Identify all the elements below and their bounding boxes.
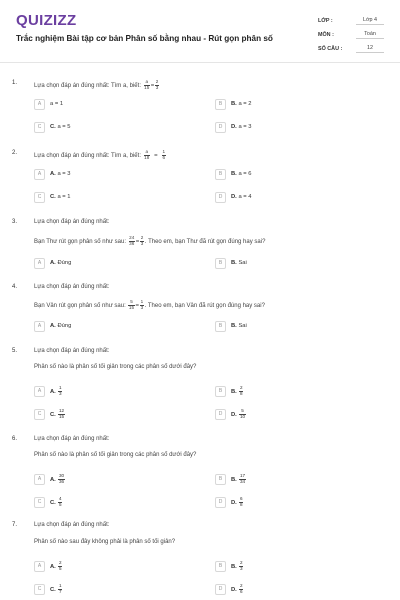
option-label: D. bbox=[231, 586, 237, 593]
option-a[interactable] bbox=[34, 168, 71, 180]
question-body: Bạn Vân rút gọn phân số như sau: $\frac{5}{15}$ = $\frac{1}{3}$ . Theo em, bạn Vân đã rút gọn đúng hay sai? bbox=[34, 299, 265, 310]
option-letter: B bbox=[215, 561, 226, 572]
option-value: a = 1 bbox=[50, 101, 64, 107]
denominator: 18 bbox=[144, 154, 150, 160]
fraction bbox=[58, 386, 62, 397]
option-value: a = 4 bbox=[238, 194, 252, 200]
option-value: a = 6 bbox=[238, 171, 252, 177]
fraction bbox=[144, 80, 150, 91]
question-prompt: Lựa chọn đáp án đúng nhất: bbox=[34, 522, 110, 528]
denominator: 8 bbox=[239, 390, 243, 396]
option-letter: B bbox=[215, 169, 226, 180]
option-letter: C bbox=[34, 192, 45, 203]
option-letter: B bbox=[215, 474, 226, 485]
option-text bbox=[50, 260, 71, 266]
option-text bbox=[50, 561, 63, 572]
option-letter: A bbox=[34, 321, 45, 332]
option-label: A. bbox=[50, 171, 56, 177]
option-text bbox=[231, 171, 252, 177]
question-prompt: Lựa chọn đáp án đúng nhất: Tìm a, biết: $\frac{a}{15}$ = $\frac{2}{3}$ bbox=[34, 79, 159, 90]
question-prompt: Lựa chọn đáp án đúng nhất: bbox=[34, 284, 110, 290]
option-c[interactable] bbox=[34, 191, 71, 203]
option-text bbox=[50, 474, 66, 485]
option-a[interactable] bbox=[34, 320, 71, 332]
option-c[interactable] bbox=[34, 121, 71, 133]
option-d[interactable] bbox=[215, 583, 244, 595]
meta-key: MÔN : bbox=[318, 32, 334, 38]
option-value: Sai bbox=[238, 260, 247, 266]
numerator: 2 bbox=[239, 384, 243, 390]
body-text-pre: Bạn Thư rút gọn phân số như sau: bbox=[34, 238, 126, 245]
worksheet-header bbox=[16, 12, 384, 62]
option-label: A. bbox=[50, 563, 56, 570]
option-letter: B bbox=[215, 321, 226, 332]
option-b[interactable] bbox=[215, 320, 247, 332]
question-number: 7. bbox=[12, 522, 18, 528]
option-text bbox=[231, 323, 247, 329]
question-number: 6. bbox=[12, 436, 18, 442]
option-letter: C bbox=[34, 497, 45, 508]
numerator: a bbox=[145, 79, 148, 84]
option-label: D. bbox=[231, 411, 237, 418]
option-text bbox=[231, 584, 244, 595]
denominator: 15 bbox=[58, 413, 65, 419]
option-letter: D bbox=[215, 192, 226, 203]
fraction bbox=[239, 497, 243, 508]
option-text bbox=[231, 497, 244, 508]
question-body: Phân số nào là phân số tối giản trong các phân số dưới đây? bbox=[34, 452, 197, 458]
option-label: C. bbox=[50, 194, 56, 200]
question-body: Bạn Thư rút gọn phân số như sau: $\frac{24}{36}$ = $\frac{2}{3}$ . Theo em, bạn Thư đã rút gọn đúng hay sai? bbox=[34, 235, 266, 246]
meta-key: SỐ CÂU : bbox=[318, 46, 343, 52]
option-value: Đúng bbox=[57, 323, 72, 329]
question-number: 4. bbox=[12, 284, 18, 290]
numerator: 4 bbox=[58, 495, 62, 501]
body-text-post: . Theo em, bạn Vân đã rút gọn đúng hay sai? bbox=[144, 302, 265, 309]
option-label: B. bbox=[231, 260, 237, 266]
fraction bbox=[129, 236, 135, 247]
worksheet-title: Trắc nghiệm Bài tập cơ bản Phân số bằng nhau - Rút gọn phân số bbox=[16, 34, 273, 43]
numerator: 1 bbox=[140, 299, 144, 304]
numerator: a bbox=[145, 149, 148, 154]
option-b[interactable] bbox=[215, 98, 252, 110]
header-divider bbox=[0, 62, 400, 63]
denominator: 36 bbox=[129, 240, 135, 246]
option-letter: A bbox=[34, 474, 45, 485]
option-label: A. bbox=[50, 388, 56, 395]
option-text bbox=[50, 497, 63, 508]
denominator: 3 bbox=[155, 84, 159, 90]
option-value: a = 3 bbox=[238, 124, 252, 130]
option-text bbox=[231, 474, 247, 485]
numerator: 17 bbox=[239, 472, 246, 478]
numerator: 5 bbox=[241, 407, 244, 413]
fraction bbox=[58, 561, 62, 572]
fraction bbox=[239, 474, 245, 485]
option-b[interactable] bbox=[215, 385, 244, 397]
option-letter: D bbox=[215, 409, 226, 420]
fraction bbox=[58, 409, 64, 420]
meta-class bbox=[318, 14, 384, 28]
worksheet-meta bbox=[318, 14, 384, 56]
fraction bbox=[162, 150, 166, 161]
numerator: 2 bbox=[140, 235, 144, 240]
denominator: 10 bbox=[239, 413, 246, 419]
option-text bbox=[231, 260, 247, 266]
meta-value: Toán bbox=[356, 31, 384, 39]
question-prompt: Lựa chọn đáp án đúng nhất: bbox=[34, 219, 110, 225]
option-value: a = 2 bbox=[238, 101, 252, 107]
numerator: 1 bbox=[58, 384, 62, 390]
option-value: Sai bbox=[238, 323, 247, 329]
body-text-post: . Theo em, bạn Thư đã rút gọn đúng hay sai? bbox=[144, 238, 266, 245]
option-b[interactable] bbox=[215, 473, 247, 485]
option-a[interactable] bbox=[34, 385, 63, 397]
option-label: A. bbox=[50, 323, 56, 329]
prompt-text: Lựa chọn đáp án đúng nhất: Tìm a, biết: bbox=[34, 152, 141, 159]
numerator: 5 bbox=[130, 299, 133, 304]
denominator: 34 bbox=[239, 478, 246, 484]
option-label: D. bbox=[231, 124, 237, 130]
option-text bbox=[50, 124, 71, 130]
denominator: 5 bbox=[58, 501, 62, 507]
option-letter: B bbox=[215, 99, 226, 110]
option-value: Đúng bbox=[57, 260, 72, 266]
fraction bbox=[144, 150, 150, 161]
meta-value: 12 bbox=[356, 45, 384, 53]
numerator: 30 bbox=[58, 472, 65, 478]
option-text bbox=[231, 409, 247, 420]
fraction bbox=[239, 386, 243, 397]
denominator: 5 bbox=[58, 565, 62, 571]
option-letter: B bbox=[215, 258, 226, 269]
option-label: C. bbox=[50, 124, 56, 130]
option-label: B. bbox=[231, 101, 237, 107]
denominator: 3 bbox=[58, 390, 62, 396]
question-number: 1. bbox=[12, 80, 18, 86]
question-number: 3. bbox=[12, 219, 18, 225]
option-c[interactable] bbox=[34, 583, 63, 595]
option-letter: D bbox=[215, 122, 226, 133]
numerator: 2 bbox=[155, 79, 159, 84]
option-label: B. bbox=[231, 388, 237, 395]
option-c[interactable] bbox=[34, 408, 66, 420]
option-label: A. bbox=[50, 260, 56, 266]
option-a[interactable] bbox=[34, 257, 71, 269]
option-b[interactable] bbox=[215, 257, 247, 269]
option-letter: C bbox=[34, 122, 45, 133]
question-number: 2. bbox=[12, 150, 18, 156]
numerator: 24 bbox=[129, 235, 135, 240]
fraction bbox=[58, 584, 62, 595]
option-value: a = 5 bbox=[57, 124, 71, 130]
meta-value: Lớp 4 bbox=[356, 17, 384, 25]
option-value: a = 3 bbox=[57, 171, 71, 177]
denominator: 6 bbox=[239, 588, 243, 594]
option-letter: A bbox=[34, 169, 45, 180]
option-text bbox=[50, 101, 63, 107]
option-text bbox=[50, 323, 71, 329]
option-label: B. bbox=[231, 323, 237, 329]
option-letter: A bbox=[34, 561, 45, 572]
question-prompt: Lựa chọn đáp án đúng nhất: Tìm a, biết: $\frac{a}{18}$ = $\frac{1}{6}$ bbox=[34, 149, 166, 160]
option-a[interactable] bbox=[34, 473, 66, 485]
prompt-text: Lựa chọn đáp án đúng nhất: Tìm a, biết: bbox=[34, 82, 141, 89]
option-value: a = 1 bbox=[57, 194, 71, 200]
option-label: B. bbox=[231, 171, 237, 177]
option-letter: A bbox=[34, 386, 45, 397]
denominator: 6 bbox=[162, 154, 166, 160]
option-a[interactable] bbox=[34, 98, 63, 110]
option-a[interactable] bbox=[34, 560, 63, 572]
denominator: 7 bbox=[58, 588, 62, 594]
option-letter: D bbox=[215, 497, 226, 508]
fraction bbox=[58, 497, 62, 508]
option-text bbox=[50, 386, 63, 397]
meta-subject bbox=[318, 28, 384, 42]
option-text bbox=[50, 409, 66, 420]
option-letter: A bbox=[34, 99, 45, 110]
option-letter: C bbox=[34, 584, 45, 595]
fraction bbox=[140, 300, 144, 311]
denominator: 15 bbox=[128, 304, 135, 310]
fraction bbox=[239, 561, 243, 572]
option-text bbox=[231, 101, 252, 107]
option-label: C. bbox=[50, 499, 56, 506]
option-text bbox=[50, 584, 63, 595]
option-label: A. bbox=[50, 476, 56, 483]
option-letter: A bbox=[34, 258, 45, 269]
option-label: C. bbox=[50, 586, 56, 593]
option-letter: B bbox=[215, 386, 226, 397]
fraction bbox=[140, 236, 144, 247]
option-label: D. bbox=[231, 499, 237, 506]
fraction bbox=[58, 474, 64, 485]
option-b[interactable] bbox=[215, 560, 244, 572]
option-d[interactable] bbox=[215, 496, 244, 508]
numerator: 1 bbox=[162, 149, 166, 154]
option-label: D. bbox=[231, 194, 237, 200]
option-d[interactable] bbox=[215, 121, 252, 133]
option-text bbox=[231, 386, 244, 397]
question-prompt: Lựa chọn đáp án đúng nhất: bbox=[34, 348, 110, 354]
question-prompt: Lựa chọn đáp án đúng nhất: bbox=[34, 436, 110, 442]
option-label: C. bbox=[50, 411, 56, 418]
body-text-pre: Bạn Vân rút gọn phân số như sau: bbox=[34, 302, 126, 309]
numerator: 2 bbox=[239, 559, 243, 565]
denominator: 8 bbox=[239, 501, 243, 507]
meta-count bbox=[318, 42, 384, 56]
option-text bbox=[231, 194, 252, 200]
denominator: 3 bbox=[140, 240, 144, 246]
question-number: 5. bbox=[12, 348, 18, 354]
numerator: 2 bbox=[58, 559, 62, 565]
numerator: 2 bbox=[239, 582, 243, 588]
meta-key: LỚP : bbox=[318, 18, 333, 24]
option-label: B. bbox=[231, 563, 237, 570]
fraction bbox=[239, 584, 243, 595]
fraction bbox=[155, 80, 159, 91]
question-body: Phân số nào sau đây không phải là phân số tối giản? bbox=[34, 539, 176, 545]
option-b[interactable] bbox=[215, 168, 252, 180]
numerator: 6 bbox=[239, 495, 243, 501]
numerator: 12 bbox=[58, 407, 65, 413]
quizizz-logo: QUIZIZZ bbox=[16, 12, 77, 29]
option-letter: C bbox=[34, 409, 45, 420]
denominator: 3 bbox=[239, 565, 243, 571]
option-text bbox=[50, 171, 71, 177]
fraction bbox=[128, 300, 134, 311]
option-d[interactable] bbox=[215, 408, 247, 420]
denominator: 36 bbox=[58, 478, 65, 484]
option-text bbox=[50, 194, 71, 200]
denominator: 3 bbox=[140, 304, 144, 310]
option-label: B. bbox=[231, 476, 237, 483]
option-d[interactable] bbox=[215, 191, 252, 203]
option-letter: D bbox=[215, 584, 226, 595]
denominator: 15 bbox=[144, 84, 150, 90]
option-text bbox=[231, 561, 244, 572]
fraction bbox=[239, 409, 245, 420]
numerator: 1 bbox=[58, 582, 62, 588]
option-c[interactable] bbox=[34, 496, 63, 508]
option-text bbox=[231, 124, 252, 130]
question-body: Phân số nào là phân số tối giản trong các phân số dưới đây? bbox=[34, 364, 197, 370]
